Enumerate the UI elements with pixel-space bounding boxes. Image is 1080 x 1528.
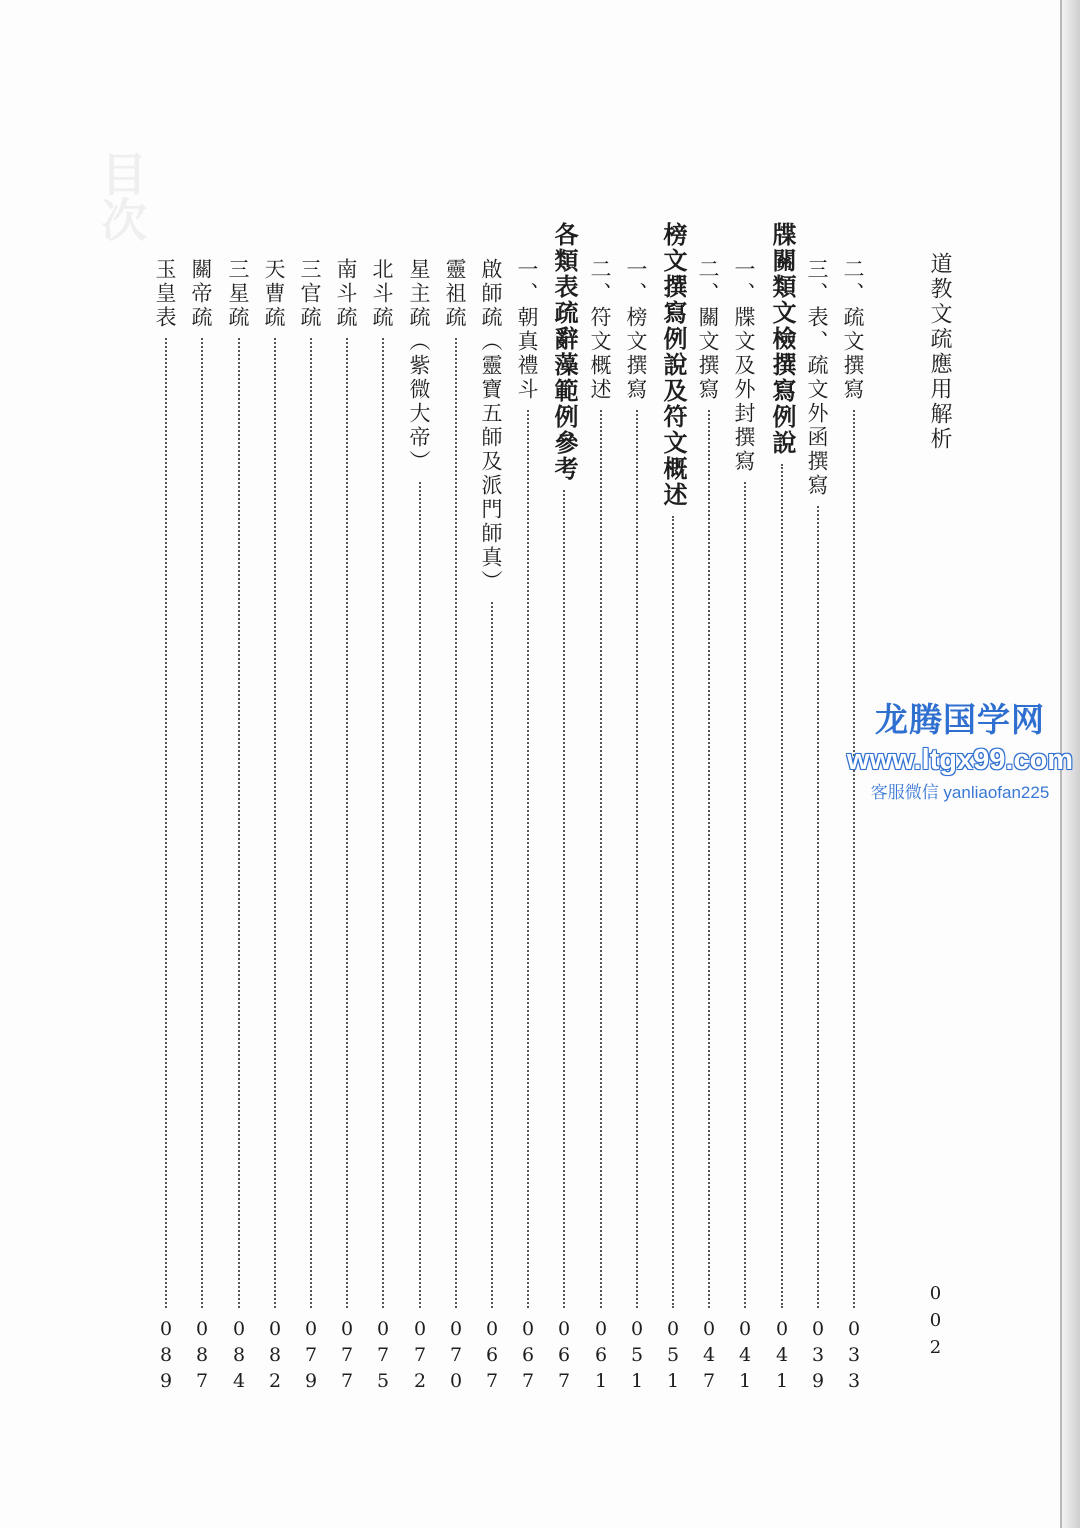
toc-page-number: 039 [807,1318,829,1396]
watermark [840,700,1080,806]
toc-entry-label: 玉皇表 [153,258,177,330]
toc-entry-label: 靈祖疏 [443,258,467,330]
toc-page-number: 047 [698,1318,720,1396]
toc-page-number: 070 [445,1318,467,1396]
toc-dot-leader [274,338,276,1308]
toc-entry-label: 二、疏文撰寫 [841,258,865,402]
toc-dot-leader [600,410,602,1308]
toc-dot-leader [491,602,493,1308]
toc-entry-label: 南斗疏 [334,258,358,330]
toc-page-number: 051 [626,1318,648,1396]
toc-dot-leader [672,516,674,1308]
toc-entry-label: 二、關文撰寫 [696,258,720,402]
toc-entry-label: 關帝疏 [189,258,213,330]
toc-dot-leader [563,490,565,1308]
toc-entry-label: 一、榜文撰寫 [624,258,648,402]
toc-page-number: 041 [734,1318,756,1396]
toc-entry-label: 星主疏（紫微大帝） [407,258,431,474]
watermark-site-name: 龙腾国学网 [875,701,1045,738]
toc-entry-label: 天曹疏 [262,258,286,330]
toc-entry-label: 北斗疏 [370,258,394,330]
toc-section-title: 榜文撰寫例說及符文概述 [659,222,688,508]
toc-page-number: 067 [517,1318,539,1396]
toc-dot-leader [455,338,457,1308]
running-head-title: 道教文疏應用解析 [927,252,952,452]
bleed-through-mark: 目次 [94,150,148,242]
toc-dot-leader [346,338,348,1308]
toc-dot-leader [419,482,421,1308]
toc-page-number: 041 [771,1318,793,1396]
toc-page-number: 087 [191,1318,213,1396]
watermark-url: www.ltgx99.com [846,744,1074,776]
toc-entry-label: 二、符文概述 [588,258,612,402]
toc-page-number: 082 [264,1318,286,1396]
toc-dot-leader [238,338,240,1308]
toc-section-title: 各類表疏辭藻範例參考 [550,222,579,482]
toc-dot-leader [781,464,783,1308]
toc-entry-label: 一、朝真禮斗 [515,258,539,402]
toc-dot-leader [708,410,710,1308]
toc-dot-leader [527,410,529,1308]
toc-dot-leader [636,410,638,1308]
toc-page-number: 084 [228,1318,250,1396]
toc-page-number: 051 [662,1318,684,1396]
toc-page-number: 033 [843,1318,865,1396]
toc-entry-label: 啟師疏（靈寶五師及派門師真） [479,258,503,594]
toc-page-number: 089 [155,1318,177,1396]
toc-page-number: 077 [336,1318,358,1396]
watermark-service-contact: 客服微信 yanliaofan225 [870,783,1050,802]
toc-page-number: 079 [300,1318,322,1396]
toc-entry-label: 三官疏 [298,258,322,330]
toc-page-number: 067 [481,1318,503,1396]
toc-section-title: 牒關類文檢撰寫例說 [768,222,797,456]
toc-dot-leader [382,338,384,1308]
page-number: 002 [925,1283,946,1364]
toc-dot-leader [817,506,819,1308]
toc-dot-leader [744,482,746,1308]
toc-dot-leader [201,338,203,1308]
toc-entry-label: 一、牒文及外封撰寫 [732,258,756,474]
toc-dot-leader [310,338,312,1308]
toc-entry-label: 三星疏 [226,258,250,330]
toc-page-number: 061 [590,1318,612,1396]
toc-dot-leader [853,410,855,1308]
toc-page-number: 075 [372,1318,394,1396]
toc-entry-label: 三、表、疏文外函撰寫 [805,258,829,498]
toc-dot-leader [165,338,167,1308]
toc-page-number: 067 [553,1318,575,1396]
toc-page-number: 072 [409,1318,431,1396]
